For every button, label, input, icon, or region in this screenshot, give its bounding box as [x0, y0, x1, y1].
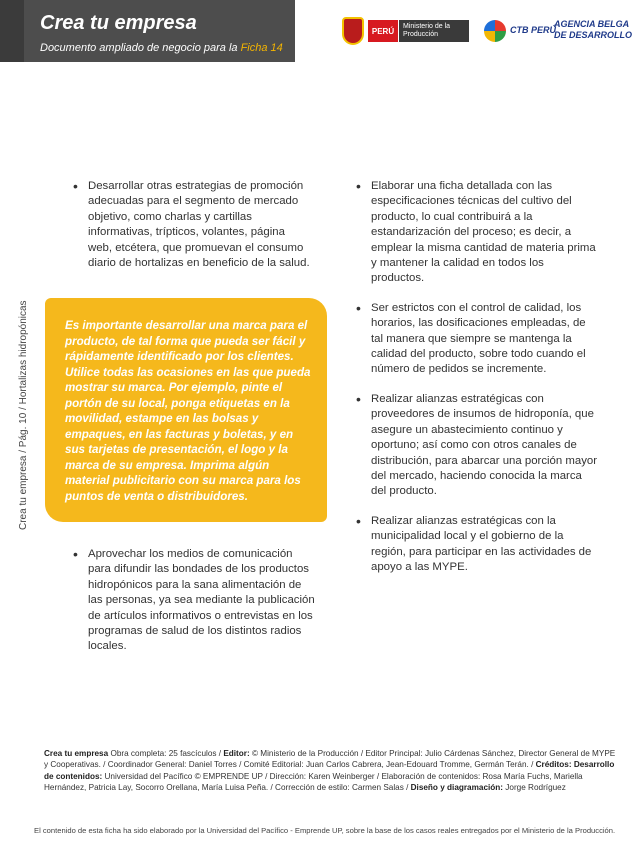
- credits-label-2: Editor:: [223, 749, 250, 758]
- list-item: • Realizar alianzas estratégicas con proveedores de insumos de hidroponía, que asegure un abastecimiento continuo y oportuno; así como con otros canales de distribución, para abarcar una porción mayor del mercado, haciendo conocida la marca del producto.: [353, 392, 598, 500]
- list-item: • Ser estrictos con el control de calidad, los horarios, las dosificaciones empleadas, de tal manera que siempre se mantenga la calidad del producto, sobre todo cuando el número de pedidos se incremente.: [353, 301, 598, 378]
- list-item: • Desarrollar otras estrategias de promoción adecuadas para el segmento de mercado objetivo, como charlas y cartillas informativas, trípticos, volantes, página web, etcétera, que promuevan el consumo diario de hortalizas en beneficio de la salud.: [70, 179, 310, 271]
- credits-label-1: Crea tu empresa: [44, 749, 109, 758]
- credits-text-3: Universidad del Pacífico © EMPRENDE UP / Dirección: Karen Weinberger / Elaboración de contenidos: Rosa María Fuchs, Mariella Hernández, Patricia Lay, Socorro Orellana, María Luisa Peña. / Corrección de estilo: Carmen Salas /: [44, 771, 583, 792]
- right-column: [353, 179, 598, 589]
- ctb-logo-text: CTB PERÚ: [510, 25, 557, 35]
- peru-logo: PERÚ: [368, 20, 398, 42]
- list-item: • Realizar alianzas estratégicas con la municipalidad local y el gobierno de la región, para participar en las actividades de apoyo a las MYPE.: [353, 514, 598, 576]
- belga-line-1: AGENCIA BELGA: [554, 19, 630, 29]
- credits-text-4: Jorge Rodríguez: [503, 782, 566, 792]
- header-title: Crea tu empresa: [40, 12, 197, 34]
- belga-line-2: DE DESARROLLO: [554, 30, 633, 40]
- callout-text: Es importante desarrollar una marca para el producto, de tal forma que pueda ser fácil y rápidamente identificado por los clientes. Utilice todas las ocasiones en las que pueda mostrar su marca. Por ejemplo, pinte el portón de su local, ponga etiquetas en la movilidad, estampe en las bolsas y empaques, en las facturas y boletas, y en sus tarjetas de presentación, el logo y la marca de su empresa. Imprima algún material publicitario con su marca para los puntos de venta o distribuidores.: [65, 319, 311, 503]
- side-label: Crea tu empresa / Pág. 10 / Hortalizas hidropónicas: [18, 300, 29, 530]
- left-column-bottom: [70, 547, 315, 669]
- list-item: • Aprovechar los medios de comunicación para difundir las bondades de los productos hidropónicos para la sana alimentación de las personas, ya sea mediante la publicación de artículos informativos o entrevistas en los programas de salud de los distintos radios locales.: [70, 547, 315, 655]
- belga-logo: [554, 19, 632, 41]
- header-banner: [0, 0, 295, 62]
- list-item: • Elaborar una ficha detallada con las especificaciones técnicas del cultivo del producto, lo cual contribuirá a la estandarización del proceso; es decir, a emplear la misma cantidad de materia prima y mantener la calidad en todos los productos.: [353, 179, 598, 287]
- header-subtitle-highlight: Ficha 14: [240, 42, 283, 54]
- peru-crest-logo: [342, 17, 364, 45]
- footer-note: El contenido de esta ficha ha sido elaborado por la Universidad del Pacífico - Emprende UP, sobre la base de los casos reales entregados por el Ministerio de la Producción.: [34, 826, 616, 835]
- ministerio-logo: Ministerio de la Producción: [399, 20, 469, 42]
- credits: [44, 748, 619, 793]
- header-subtitle-text: Documento ampliado de negocio para la: [40, 42, 241, 54]
- credits-label-3: Créditos: Desarrollo de contenidos:: [44, 760, 615, 781]
- credits-label-4: Diseño y diagramación:: [410, 782, 504, 792]
- credits-text-2: © Ministerio de la Producción / Editor Principal: Julio Cárdenas Sánchez, Director General de MYPE y Cooperativas. / Coordinador General: Daniel Torres / Comité Editorial: Juan Carlos Cabrera, Jean-Edouard Tromme, Germán Terán. /: [44, 749, 616, 770]
- header-subtitle: [40, 42, 283, 54]
- ctb-logo-icon: [484, 20, 506, 42]
- header-accent: [0, 0, 24, 62]
- left-column-top: [70, 179, 310, 285]
- credits-text-1: Obra completa: 25 fascículos /: [108, 749, 224, 758]
